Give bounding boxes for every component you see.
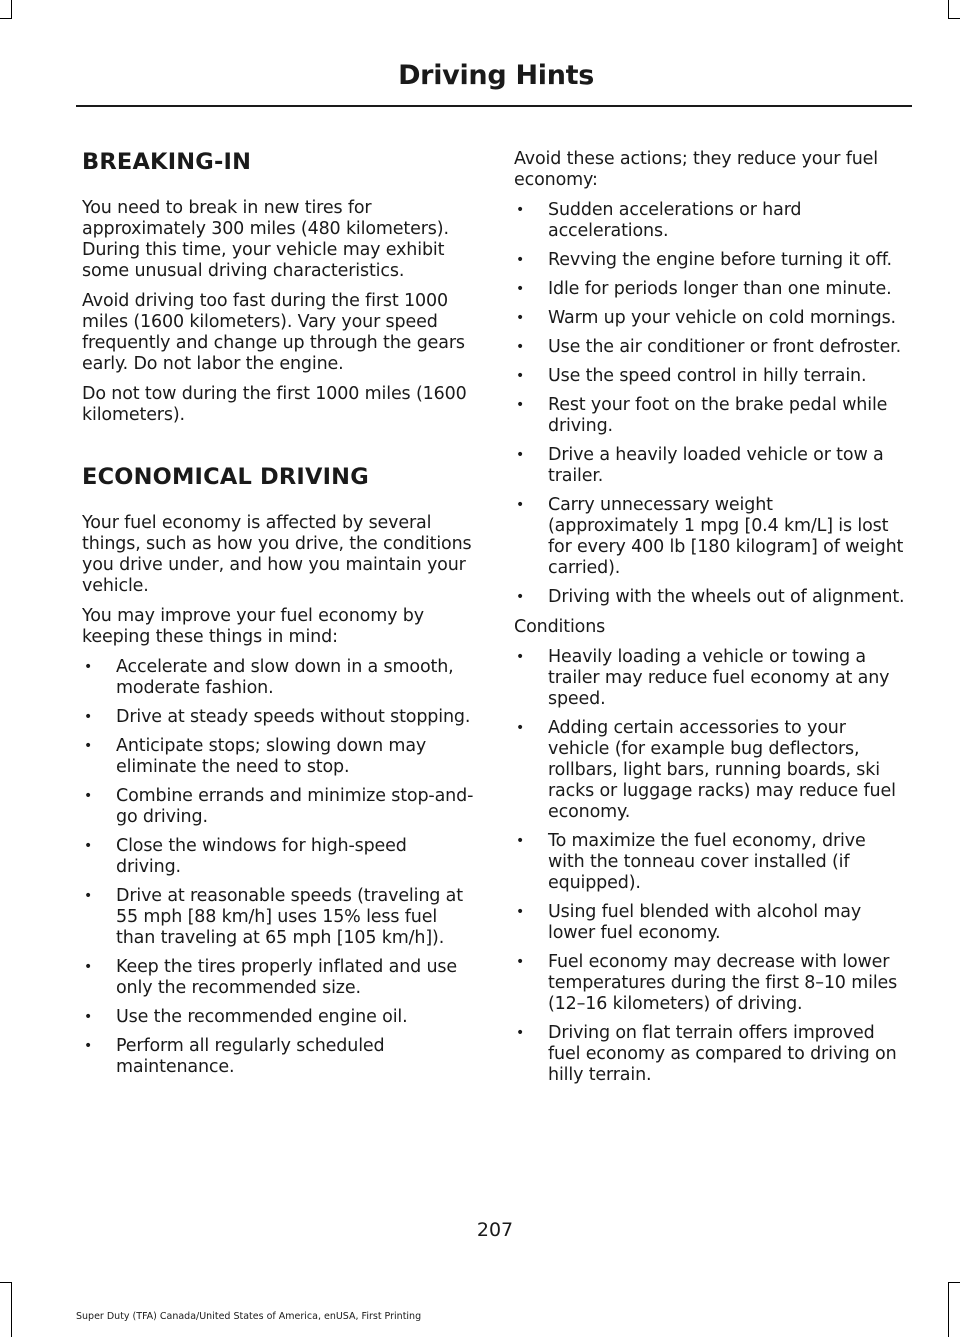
paragraph: You need to break in new tires for approximately 300 miles (480 kilometers). During this time, your vehicle may exhibit some unusual driving characteristics. bbox=[82, 198, 449, 281]
list-item-text: Drive at reasonable speeds (traveling at 55 mph [88 km/h] uses 15% less fuel than traveling at 65 mph [105 km/h]). bbox=[116, 886, 463, 948]
list-item bbox=[82, 1007, 474, 1028]
paragraph: Avoid driving too fast during the first 1000 miles (1600 kilometers). Vary your speed frequently and change up through the gears early. Do not labor the engine. bbox=[82, 291, 465, 374]
avoid-actions-list bbox=[514, 200, 906, 608]
bullet-icon: • bbox=[84, 709, 93, 725]
bullet-icon: • bbox=[84, 1038, 93, 1054]
bullet-icon: • bbox=[516, 904, 525, 920]
bullet-icon: • bbox=[516, 833, 525, 849]
list-item-text: Using fuel blended with alcohol may lower fuel economy. bbox=[548, 902, 862, 943]
bullet-icon: • bbox=[84, 888, 93, 904]
list-item-text: Perform all regularly scheduled maintenance. bbox=[116, 1036, 385, 1077]
bullet-icon: • bbox=[84, 659, 93, 675]
bullet-icon: • bbox=[516, 339, 525, 355]
bullet-icon: • bbox=[516, 954, 525, 970]
list-item-text: Drive at steady speeds without stopping. bbox=[116, 707, 471, 727]
list-item-text: Idle for periods longer than one minute. bbox=[548, 279, 892, 299]
crop-mark-bottom-right-vertical bbox=[948, 1282, 949, 1337]
list-item bbox=[514, 200, 906, 242]
list-item bbox=[514, 279, 906, 300]
page-number: 207 bbox=[476, 1219, 514, 1241]
list-item-text: Anticipate stops; slowing down may eliminate the need to stop. bbox=[116, 736, 427, 777]
paragraph: Avoid these actions; they reduce your fuel economy: bbox=[514, 149, 879, 190]
crop-mark-bottom-left-horizontal bbox=[0, 1282, 12, 1283]
list-item-text: Heavily loading a vehicle or towing a trailer may reduce fuel economy at any speed. bbox=[548, 647, 890, 709]
economy-tips-list bbox=[82, 657, 474, 1078]
bullet-icon: • bbox=[516, 368, 525, 384]
paragraph: Your fuel economy is affected by several things, such as how you drive, the conditions you drive under, and how you maintain your vehicle. bbox=[82, 513, 472, 596]
paragraph: Do not tow during the first 1000 miles (1600 kilometers). bbox=[82, 384, 467, 425]
paragraph: You may improve your fuel economy by keeping these things in mind: bbox=[82, 606, 424, 647]
list-item bbox=[514, 1023, 906, 1086]
page-header-title: Driving Hints bbox=[398, 60, 594, 91]
list-item-text: Warm up your vehicle on cold mornings. bbox=[548, 308, 896, 328]
list-item bbox=[514, 395, 906, 437]
bullet-icon: • bbox=[516, 649, 525, 665]
list-item-text: Drive a heavily loaded vehicle or tow a trailer. bbox=[548, 445, 884, 486]
list-item-text: Adding certain accessories to your vehicle (for example bug deflectors, rollbars, light bars, running boards, ski racks or luggage racks) may reduce fuel economy. bbox=[548, 718, 896, 822]
list-item bbox=[514, 647, 906, 710]
list-item bbox=[514, 445, 906, 487]
list-item bbox=[514, 902, 906, 944]
list-item bbox=[82, 836, 474, 878]
right-column bbox=[514, 149, 906, 1095]
list-item-text: Combine errands and minimize stop-and-go driving. bbox=[116, 786, 474, 827]
bullet-icon: • bbox=[516, 589, 525, 605]
list-item-text: Close the windows for high-speed driving. bbox=[116, 836, 407, 877]
bullet-icon: • bbox=[516, 252, 525, 268]
list-item bbox=[514, 718, 906, 823]
list-item bbox=[514, 831, 906, 894]
footer-text: Super Duty (TFA) Canada/United States of America, enUSA, First Printing bbox=[76, 1311, 422, 1322]
bullet-icon: • bbox=[516, 497, 525, 513]
list-item-text: Rest your foot on the brake pedal while driving. bbox=[548, 395, 888, 436]
list-item-text: Use the recommended engine oil. bbox=[116, 1007, 408, 1027]
conditions-list bbox=[514, 647, 906, 1086]
list-item bbox=[82, 707, 474, 728]
conditions-label: Conditions bbox=[514, 617, 606, 637]
section-heading-breaking-in: BREAKING-IN bbox=[82, 149, 252, 175]
list-item bbox=[514, 308, 906, 329]
list-item-text: Accelerate and slow down in a smooth, moderate fashion. bbox=[116, 657, 454, 698]
crop-mark-bottom-right-horizontal bbox=[948, 1282, 960, 1283]
bullet-icon: • bbox=[516, 202, 525, 218]
list-item-text: Carry unnecessary weight (approximately 1 mpg [0.4 km/L] is lost for every 400 lb [180 kilogram] of weight carried). bbox=[548, 495, 904, 578]
list-item-text: Revving the engine before turning it off. bbox=[548, 250, 892, 270]
bullet-icon: • bbox=[516, 720, 525, 736]
crop-mark-bottom-left-vertical bbox=[11, 1282, 12, 1337]
list-item-text: Fuel economy may decrease with lower temperatures during the first 8–10 miles (12–16 kilometers) of driving. bbox=[548, 952, 898, 1014]
bullet-icon: • bbox=[84, 738, 93, 754]
crop-mark-top-left-vertical bbox=[11, 0, 12, 18]
section-heading-economical-driving: ECONOMICAL DRIVING bbox=[82, 464, 369, 490]
bullet-icon: • bbox=[84, 838, 93, 854]
crop-mark-top-right-horizontal bbox=[948, 18, 960, 19]
bullet-icon: • bbox=[84, 959, 93, 975]
bullet-icon: • bbox=[84, 788, 93, 804]
list-item-text: Driving with the wheels out of alignment. bbox=[548, 587, 905, 607]
list-item bbox=[514, 587, 906, 608]
list-item bbox=[514, 952, 906, 1015]
list-item bbox=[82, 957, 474, 999]
list-item bbox=[82, 1036, 474, 1078]
list-item bbox=[514, 250, 906, 271]
bullet-icon: • bbox=[516, 310, 525, 326]
list-item-text: Sudden accelerations or hard accelerations. bbox=[548, 200, 802, 241]
bullet-icon: • bbox=[516, 1025, 525, 1041]
header-rule bbox=[76, 105, 912, 107]
list-item-text: To maximize the fuel economy, drive with the tonneau cover installed (if equipped). bbox=[548, 831, 866, 893]
list-item bbox=[82, 736, 474, 778]
bullet-icon: • bbox=[84, 1009, 93, 1025]
list-item-text: Use the air conditioner or front defroster. bbox=[548, 337, 901, 357]
bullet-icon: • bbox=[516, 447, 525, 463]
crop-mark-top-right-vertical bbox=[948, 0, 949, 18]
list-item bbox=[514, 495, 906, 579]
list-item bbox=[82, 657, 474, 699]
list-item bbox=[514, 366, 906, 387]
left-column bbox=[82, 146, 474, 1087]
crop-mark-top-left-horizontal bbox=[0, 18, 12, 19]
list-item-text: Use the speed control in hilly terrain. bbox=[548, 366, 867, 386]
section-spacer bbox=[82, 435, 474, 461]
list-item-text: Driving on flat terrain offers improved fuel economy as compared to driving on hilly terrain. bbox=[548, 1023, 897, 1085]
list-item bbox=[82, 886, 474, 949]
list-item bbox=[514, 337, 906, 358]
list-item bbox=[82, 786, 474, 828]
list-item-text: Keep the tires properly inflated and use only the recommended size. bbox=[116, 957, 458, 998]
bullet-icon: • bbox=[516, 281, 525, 297]
bullet-icon: • bbox=[516, 397, 525, 413]
